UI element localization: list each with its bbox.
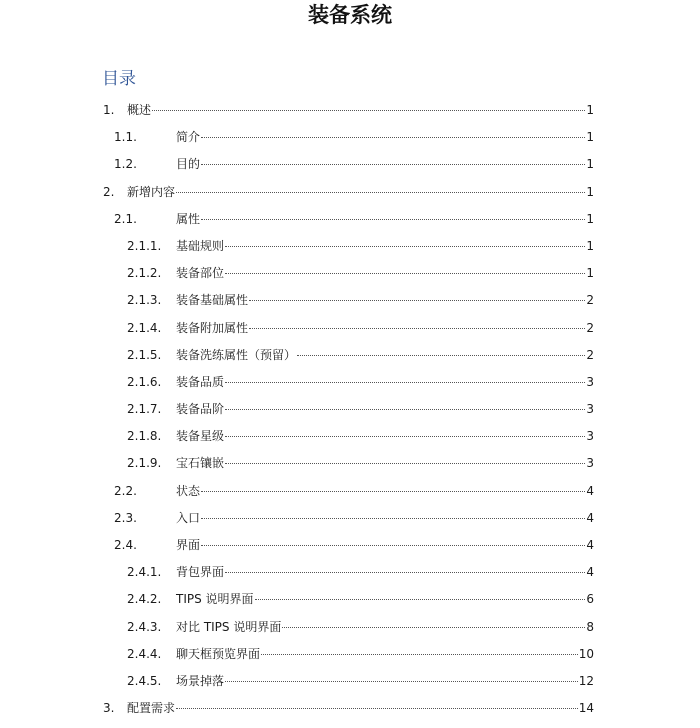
toc-dot-leader	[201, 518, 585, 519]
toc-entry-page-number: 4	[586, 565, 594, 580]
toc-entry-row	[176, 559, 594, 586]
toc-entry[interactable]	[0, 315, 700, 342]
toc-dot-leader	[225, 681, 578, 682]
toc-entry-number: 2.4.5.	[127, 673, 162, 688]
toc-dot-leader	[176, 192, 585, 193]
toc-entry-number: 1.	[103, 103, 115, 117]
toc-entry-page-number: 2	[586, 347, 594, 362]
toc-entry-page-number: 1	[586, 130, 594, 145]
toc-entry-page-number: 1	[586, 103, 594, 117]
toc-entry[interactable]	[0, 532, 700, 559]
toc-entry-page-number: 10	[578, 646, 594, 661]
toc-dot-leader	[201, 545, 585, 546]
toc-entry-number: 2.1.8.	[127, 429, 162, 444]
toc-dot-leader	[297, 355, 585, 356]
toc-entry-number: 2.4.2.	[127, 592, 162, 607]
toc-entry-number: 2.1.2.	[127, 266, 162, 281]
toc-dot-leader	[255, 599, 586, 600]
toc-dot-leader	[249, 300, 585, 301]
table-of-contents	[0, 97, 700, 722]
toc-entry-number: 2.2.	[114, 483, 137, 498]
toc-entry-row	[127, 179, 594, 206]
toc-entry-page-number: 4	[586, 510, 594, 525]
toc-entry-title[interactable]: 装备品阶	[176, 402, 225, 417]
toc-entry[interactable]	[0, 124, 700, 151]
toc-dot-leader	[225, 382, 585, 383]
toc-entry-row	[176, 342, 594, 369]
toc-entry-title[interactable]: 新增内容	[127, 184, 176, 199]
toc-entry-row	[176, 505, 594, 532]
toc-entry[interactable]	[0, 423, 700, 450]
toc-entry-page-number: 3	[586, 402, 594, 417]
toc-entry[interactable]	[0, 206, 700, 233]
toc-dot-leader	[176, 708, 578, 709]
toc-dot-leader	[282, 627, 585, 628]
toc-entry-title[interactable]: 背包界面	[176, 565, 225, 580]
document-title: 装备系统	[308, 2, 392, 27]
toc-entry-row	[176, 668, 594, 695]
toc-dot-leader	[225, 436, 585, 437]
toc-dot-leader	[225, 246, 585, 247]
toc-entry-row	[176, 478, 594, 505]
toc-entry-row	[176, 396, 594, 423]
toc-entry-number: 2.	[103, 184, 115, 199]
toc-dot-leader	[201, 137, 585, 138]
toc-entry-number: 2.4.	[114, 538, 137, 552]
toc-entry-page-number: 3	[586, 429, 594, 444]
toc-entry-title[interactable]: 状态	[176, 483, 201, 498]
toc-entry-row	[176, 369, 594, 396]
toc-entry-title[interactable]: 界面	[176, 538, 201, 552]
toc-entry-number: 2.4.3.	[127, 619, 162, 634]
toc-entry-row	[176, 586, 594, 613]
toc-entry-number: 2.4.4.	[127, 646, 162, 661]
toc-dot-leader	[261, 654, 578, 655]
toc-entry-row	[176, 532, 594, 559]
toc-entry-page-number: 12	[578, 673, 594, 688]
toc-entry-number: 2.1.5.	[127, 347, 162, 362]
toc-entry[interactable]	[0, 260, 700, 287]
toc-entry-page-number: 14	[578, 701, 594, 716]
toc-entry[interactable]	[0, 478, 700, 505]
toc-entry-page-number: 1	[586, 157, 594, 172]
toc-entry-row	[176, 287, 594, 314]
toc-entry-title[interactable]: 场景掉落	[176, 673, 225, 688]
toc-entry-title[interactable]: 目的	[176, 157, 201, 172]
toc-entry-page-number: 1	[586, 266, 594, 281]
toc-entry[interactable]	[0, 342, 700, 369]
toc-entry-number: 2.4.1.	[127, 565, 162, 580]
toc-entry-title[interactable]: 装备部位	[176, 266, 225, 281]
toc-entry-number: 1.2.	[114, 157, 137, 172]
toc-entry-row	[176, 124, 594, 151]
toc-entry-title[interactable]: 宝石镶嵌	[176, 456, 225, 471]
toc-entry-page-number: 2	[586, 293, 594, 308]
toc-entry-title[interactable]: 装备基础属性	[176, 293, 249, 308]
toc-dot-leader	[201, 219, 585, 220]
toc-entry-title[interactable]: 装备洗练属性（预留）	[176, 347, 297, 362]
toc-entry[interactable]	[0, 151, 700, 178]
toc-entry-page-number: 6	[586, 592, 594, 607]
toc-entry-row	[176, 206, 594, 233]
toc-entry-number: 2.3.	[114, 510, 137, 525]
toc-entry-page-number: 1	[586, 238, 594, 253]
toc-dot-leader	[225, 409, 585, 410]
toc-dot-leader	[201, 491, 585, 492]
toc-entry[interactable]	[0, 668, 700, 695]
toc-entry-number: 2.1.4.	[127, 320, 162, 335]
toc-entry-number: 2.1.6.	[127, 374, 162, 389]
toc-entry-title[interactable]: 装备星级	[176, 429, 225, 444]
toc-entry[interactable]	[0, 396, 700, 423]
toc-entry-title[interactable]: 装备品质	[176, 374, 225, 389]
toc-entry-page-number: 2	[586, 320, 594, 335]
toc-entry-row	[176, 450, 594, 477]
toc-entry-title[interactable]: 配置需求	[127, 701, 176, 716]
toc-entry[interactable]	[0, 97, 700, 124]
toc-entry[interactable]	[0, 450, 700, 477]
toc-entry-row	[176, 151, 594, 178]
toc-entry-row	[176, 641, 594, 668]
toc-entry-title[interactable]: 简介	[176, 130, 201, 145]
toc-entry-number: 2.1.1.	[127, 238, 162, 253]
toc-entry-number: 2.1.7.	[127, 402, 162, 417]
toc-entry-row	[176, 233, 594, 260]
toc-entry-title[interactable]: 聊天框预览界面	[176, 646, 261, 661]
toc-entry-page-number: 1	[586, 184, 594, 199]
toc-dot-leader	[201, 164, 585, 165]
toc-entry[interactable]	[0, 287, 700, 314]
toc-entry-title[interactable]: 基础规则	[176, 238, 225, 253]
toc-entry-number: 2.1.9.	[127, 456, 162, 471]
toc-entry-row	[127, 695, 594, 722]
toc-entry[interactable]	[0, 233, 700, 260]
toc-entry[interactable]	[0, 614, 700, 641]
toc-entry-page-number: 3	[586, 374, 594, 389]
toc-entry[interactable]	[0, 641, 700, 668]
toc-dot-leader	[249, 328, 585, 329]
toc-entry-number: 2.1.	[114, 211, 137, 226]
toc-entry[interactable]	[0, 505, 700, 532]
toc-entry-row	[176, 315, 594, 342]
toc-entry[interactable]	[0, 369, 700, 396]
toc-heading: 目录	[102, 69, 136, 89]
toc-entry-row	[127, 97, 594, 124]
toc-entry-page-number: 4	[586, 483, 594, 498]
toc-entry[interactable]	[0, 559, 700, 586]
toc-entry-title[interactable]: 概述	[127, 103, 152, 117]
toc-entry-title[interactable]: TIPS 说明界面	[176, 592, 254, 607]
toc-entry[interactable]	[0, 586, 700, 613]
toc-entry-row	[176, 614, 594, 641]
toc-entry-number: 2.1.3.	[127, 293, 162, 308]
toc-entry-number: 1.1.	[114, 130, 137, 145]
toc-dot-leader	[225, 463, 585, 464]
toc-entry-title[interactable]: 入口	[176, 510, 201, 525]
toc-entry-number: 3.	[103, 701, 115, 716]
toc-entry-title[interactable]: 属性	[176, 211, 201, 226]
toc-entry-title[interactable]: 对比 TIPS 说明界面	[176, 619, 282, 634]
toc-entry[interactable]	[0, 179, 700, 206]
toc-dot-leader	[152, 110, 585, 111]
toc-entry-page-number: 1	[586, 211, 594, 226]
toc-entry-page-number: 3	[586, 456, 594, 471]
toc-entry[interactable]	[0, 695, 700, 722]
toc-entry-title[interactable]: 装备附加属性	[176, 320, 249, 335]
toc-entry-row	[176, 423, 594, 450]
toc-entry-page-number: 8	[586, 619, 594, 634]
toc-dot-leader	[225, 572, 585, 573]
toc-entry-page-number: 4	[586, 538, 594, 552]
toc-entry-row	[176, 260, 594, 287]
toc-dot-leader	[225, 273, 585, 274]
